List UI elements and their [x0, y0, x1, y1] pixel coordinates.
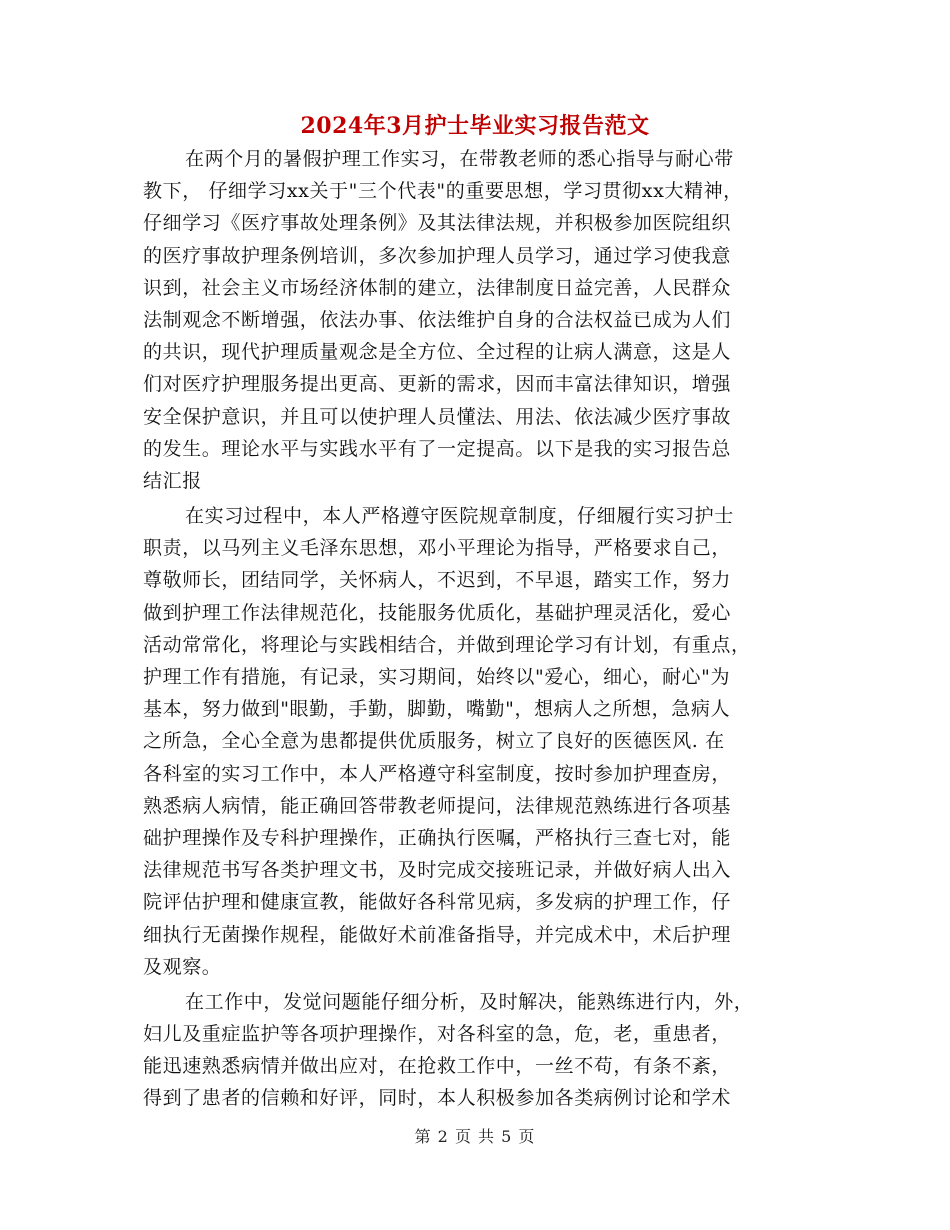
text-line: 在两个月的暑假护理工作实习，在带教老师的悉心指导与耐心带 [185, 148, 734, 170]
text-line: 各科室的实习工作中，本人严格遵守科室制度，按时参加护理查房， [143, 762, 732, 785]
text-line: 尊敬师长，团结同学，关怀病人，不迟到，不早退，踏实工作，努力 [143, 569, 732, 592]
text-line: 得到了患者的信赖和好评，同时，本人积极参加各类病例讨论和学术 [143, 1087, 732, 1110]
text-line: 做到护理工作法律规范化，技能服务优质化，基础护理灵活化，爱心 [143, 601, 732, 624]
text-line: 细执行无菌操作规程，能做好术前准备指导，并完成术中，术后护理 [143, 923, 732, 946]
page-number-footer: 第 2 页 共 5 页 [414, 1127, 536, 1146]
text-line: 之所急，全心全意为患都提供优质服务，树立了良好的医德医风. 在 [143, 730, 725, 753]
document-body [143, 143, 803, 1115]
text-line: 护理工作有措施，有记录，实习期间，始终以"爱心，细心，耐心"为 [143, 666, 731, 688]
paragraph-2 [143, 500, 803, 983]
text-line: 的发生。理论水平与实践水平有了一定提高。以下是我的实习报告总 [143, 437, 732, 460]
text-line: 职责，以马列主义毛泽东思想，邓小平理论为指导，严格要求自己， [143, 537, 732, 560]
text-line: 熟悉病人病情，能正确回答带教老师提问，法律规范熟练进行各项基 [143, 794, 732, 817]
text-line: 识到，社会主义市场经济体制的建立，法律制度日益完善，人民群众 [143, 276, 732, 299]
text-line: 的医疗事故护理条例培训，多次参加护理人员学习，通过学习使我意 [143, 244, 732, 267]
paragraph-1 [143, 143, 803, 497]
text-line: 础护理操作及专科护理操作，正确执行医嘱，严格执行三查七对，能 [143, 826, 732, 849]
document-title: 2024年3月护士毕业实习报告范文 [300, 113, 650, 139]
text-line: 活动常常化，将理论与实践相结合，并做到理论学习有计划，有重点， [143, 633, 751, 656]
text-line: 能迅速熟悉病情并做出应对，在抢救工作中，一丝不苟，有条不紊， [143, 1055, 732, 1078]
text-line: 仔细学习《医疗事故处理条例》及其法律法规，并积极参加医院组织 [143, 212, 732, 235]
text-line: 基本，努力做到"眼勤，手勤，脚勤，嘴勤"，想病人之所想，急病人 [143, 698, 731, 721]
text-line: 院评估护理和健康宣教，能做好各科常见病，多发病的护理工作，仔 [143, 891, 732, 914]
text-line: 法制观念不断增强，依法办事、依法维护自身的合法权益已成为人们 [143, 308, 732, 331]
text-line: 妇儿及重症监护等各项护理操作，对各科室的急，危，老，重患者， [143, 1023, 732, 1046]
text-line: 在实习过程中，本人严格遵守医院规章制度，仔细履行实习护士 [185, 505, 734, 528]
text-line: 教下， 仔细学习xx关于"三个代表"的重要思想，学习贯彻xx大精神， [143, 180, 743, 203]
text-line: 的共识，现代护理质量观念是全方位、全过程的让病人满意，这是人 [143, 341, 732, 364]
text-line: 法律规范书写各类护理文书，及时完成交接班记录，并做好病人出入 [143, 859, 732, 882]
text-line: 及观察。 [143, 955, 222, 978]
text-line: 在工作中，发觉问题能仔细分析，及时解决，能熟练进行内，外， [185, 990, 754, 1013]
text-line: 安全保护意识，并且可以使护理人员懂法、用法、依法减少医疗事故 [143, 405, 732, 428]
text-line: 结汇报 [143, 469, 202, 492]
paragraph-3 [143, 986, 803, 1115]
text-line: 们对医疗护理服务提出更高、更新的需求，因而丰富法律知识，增强 [143, 373, 732, 396]
